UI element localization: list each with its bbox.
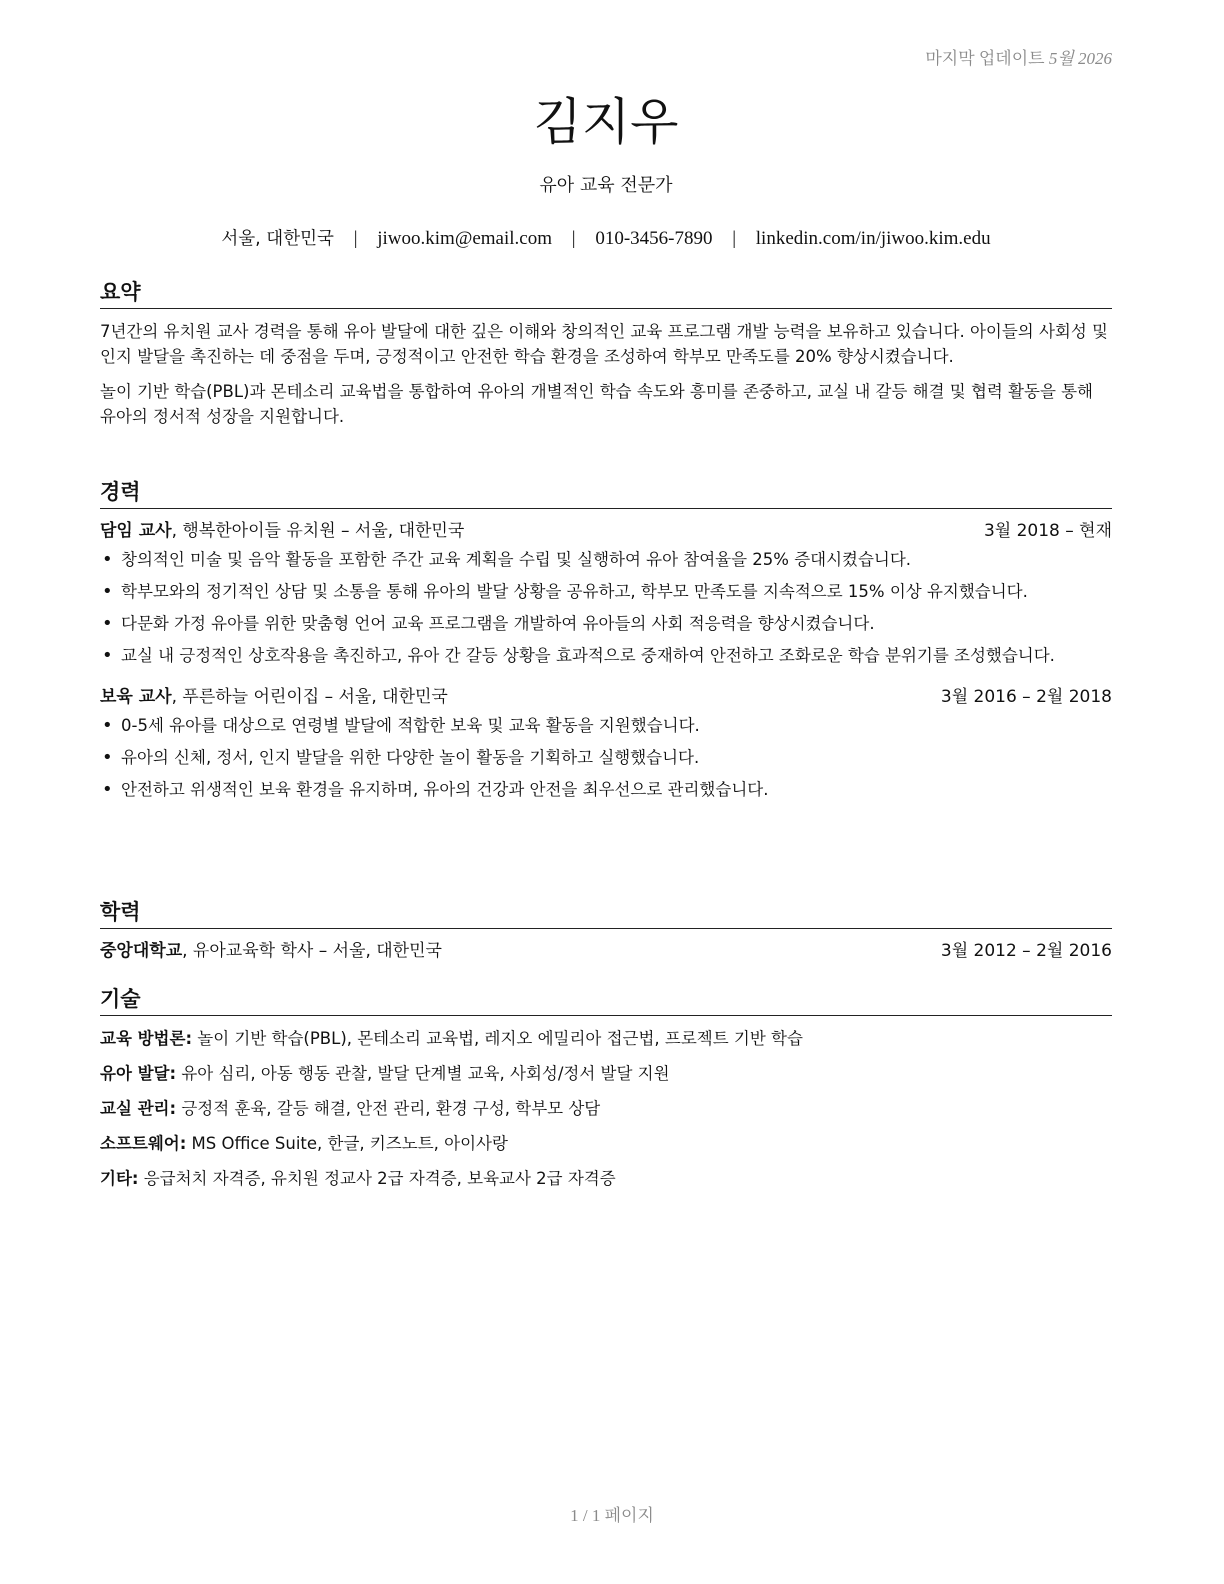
skill-value: 긍정적 훈육, 갈등 해결, 안전 관리, 환경 구성, 학부모 상담 [176, 1099, 601, 1118]
job-header [100, 519, 1112, 543]
job-bullet: • 학부모와의 정기적인 상담 및 소통을 통해 유아의 발달 상황을 공유하고, 학부모 만족도를 지속적으로 15% 이상 유지했습니다. [100, 579, 1112, 604]
contact-email[interactable]: jiwoo.kim@email.com [377, 228, 552, 249]
job-org: , 푸른하늘 어린이집 – 서울, 대한민국 [171, 687, 448, 707]
candidate-name: 김지우 [533, 93, 679, 151]
skill-value: MS Office Suite, 한글, 키즈노트, 아이사랑 [186, 1134, 508, 1153]
contact-separator: | [732, 228, 737, 249]
contact-separator: | [571, 228, 576, 249]
education-section [100, 896, 1112, 967]
job-bullet: • 교실 내 긍정적인 상호작용을 촉진하고, 유아 간 갈등 상황을 효과적으로 중재하여 안전하고 조화로운 학습 분위기를 조성했습니다. [100, 643, 1112, 668]
skill-label: 기타: [100, 1169, 139, 1188]
education-school: 중앙대학교 [100, 941, 183, 961]
skill-row [100, 1026, 1112, 1051]
summary-section [100, 276, 1112, 439]
skill-value: 놀이 기반 학습(PBL), 몬테소리 교육법, 레지오 에밀리아 접근법, 프로젝트 기반 학습 [192, 1029, 803, 1048]
contact-line [100, 225, 1112, 250]
contact-separator: | [353, 228, 358, 249]
skill-label: 소프트웨어: [100, 1134, 187, 1153]
job-role: 보육 교사 [100, 687, 172, 707]
skill-row [100, 1061, 1112, 1086]
summary-paragraph: 놀이 기반 학습(PBL)과 몬테소리 교육법을 통합하여 유아의 개별적인 학습 속도와 흥미를 존중하고, 교실 내 갈등 해결 및 협력 활동을 통해 유아의 정서적 성장을 지원합니다. [100, 382, 1094, 426]
contact-location: 서울, 대한민국 [221, 229, 334, 249]
job-org: , 행복한아이들 유치원 – 서울, 대한민국 [171, 521, 465, 541]
skill-label: 교육 방법론: [100, 1029, 193, 1048]
skill-value: 응급처치 자격증, 유치원 정교사 2급 자격증, 보육교사 2급 자격증 [138, 1169, 616, 1188]
skill-label: 유아 발달: [100, 1064, 177, 1083]
contact-phone: 010-3456-7890 [595, 228, 713, 249]
last-updated-label: 마지막 업데이트 [925, 49, 1045, 68]
job-bullet: • 다문화 가정 유아를 위한 맞춤형 언어 교육 프로그램을 개발하여 유아들의 사회 적응력을 향상시켰습니다. [100, 611, 1112, 636]
job-dates: 3월 2018 – 현재 [983, 521, 1112, 541]
skills-heading: 기술 [100, 983, 1112, 1016]
skill-row [100, 1096, 1112, 1121]
skill-label: 교실 관리: [100, 1099, 177, 1118]
job-entry [100, 519, 1112, 668]
job-bullets [100, 713, 1112, 802]
job-bullets [100, 547, 1112, 668]
skill-row [100, 1131, 1112, 1156]
experience-section [100, 476, 1112, 809]
last-updated-month: 5월 [1048, 49, 1074, 68]
experience-heading: 경력 [100, 476, 1112, 509]
last-updated-year: 2026 [1078, 49, 1112, 68]
skills-section [100, 983, 1112, 1201]
job-role: 담임 교사 [100, 521, 172, 541]
last-updated [925, 44, 1112, 69]
page-number: 1 / 1 페이지 [570, 1506, 654, 1525]
contact-linkedin[interactable]: linkedin.com/in/jiwoo.kim.edu [755, 228, 991, 249]
education-heading: 학력 [100, 896, 1112, 929]
skill-value: 유아 심리, 아동 행동 관찰, 발달 단계별 교육, 사회성/정서 발달 지원 [176, 1064, 670, 1083]
job-entry [100, 685, 1112, 802]
summary-paragraph: 7년간의 유치원 교사 경력을 통해 유아 발달에 대한 깊은 이해와 창의적인 교육 프로그램 개발 능력을 보유하고 있습니다. 아이들의 사회성 및 인지 발달을 촉진하는 데 중점을 두며, 긍정적이고 안전한 학습 환경을 조성하여 학부모 만족도를 20% 향상시켰습니다. [100, 322, 1108, 366]
job-header [100, 685, 1112, 709]
job-bullet: • 유아의 신체, 정서, 인지 발달을 위한 다양한 놀이 활동을 기획하고 실행했습니다. [100, 745, 1112, 770]
skill-row [100, 1166, 1112, 1191]
education-entry [100, 939, 1112, 963]
job-bullet: • 창의적인 미술 및 음악 활동을 포함한 주간 교육 계획을 수립 및 실행하여 유아 참여율을 25% 증대시켰습니다. [100, 547, 1112, 572]
education-dates: 3월 2012 – 2월 2016 [940, 941, 1112, 961]
summary-heading: 요약 [100, 276, 1112, 309]
job-bullet: • 0-5세 유아를 대상으로 연령별 발달에 적합한 보육 및 교육 활동을 지원했습니다. [100, 713, 1112, 738]
education-detail: , 유아교육학 학사 – 서울, 대한민국 [182, 941, 442, 961]
job-bullet: • 안전하고 위생적인 보육 환경을 유지하며, 유아의 건강과 안전을 최우선으로 관리했습니다. [100, 777, 1112, 802]
candidate-title: 유아 교육 전문가 [539, 175, 673, 196]
job-dates: 3월 2016 – 2월 2018 [940, 687, 1112, 707]
